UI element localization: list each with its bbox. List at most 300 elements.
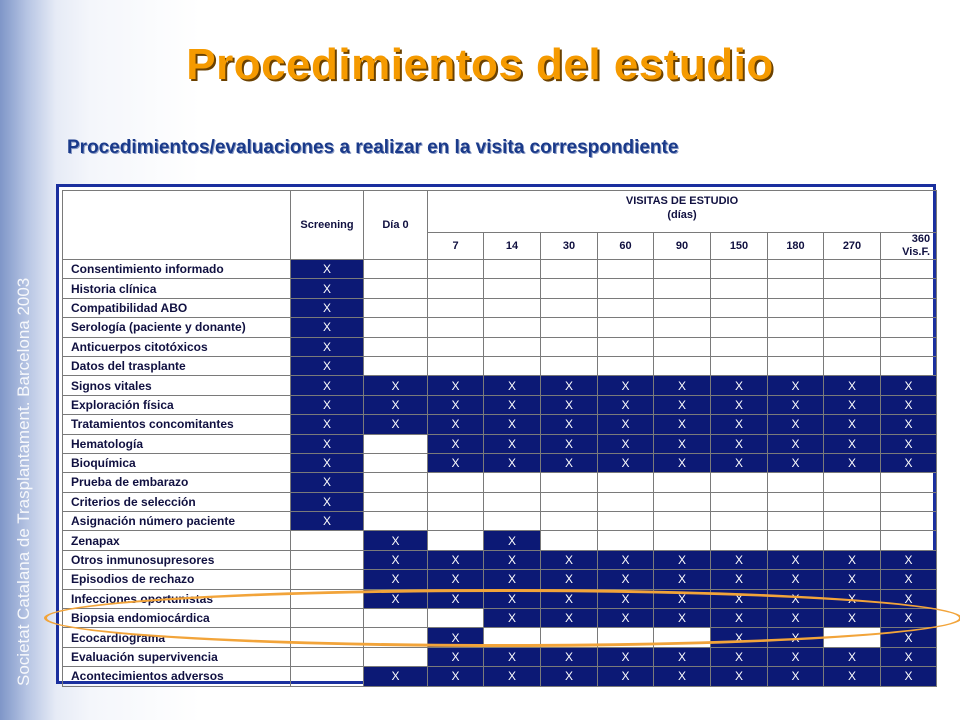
mark-cell: X xyxy=(428,395,484,414)
mark-cell: X xyxy=(711,453,768,472)
mark-cell: X xyxy=(291,356,364,375)
empty-cell xyxy=(654,356,711,375)
mark-cell: X xyxy=(291,260,364,279)
empty-cell xyxy=(711,512,768,531)
empty-cell xyxy=(291,589,364,608)
procedure-label: Anticuerpos citotóxicos xyxy=(63,337,291,356)
procedure-label: Ecocardiograma xyxy=(63,628,291,647)
empty-cell xyxy=(428,356,484,375)
empty-cell xyxy=(824,473,881,492)
empty-cell xyxy=(598,512,654,531)
procedure-label: Asignación número paciente xyxy=(63,512,291,531)
mark-cell: X xyxy=(768,647,824,666)
table-row xyxy=(63,453,937,472)
procedure-label: Datos del trasplante xyxy=(63,356,291,375)
empty-cell xyxy=(598,337,654,356)
mark-cell: X xyxy=(484,570,541,589)
mark-cell: X xyxy=(428,628,484,647)
mark-cell: X xyxy=(428,415,484,434)
empty-cell xyxy=(484,473,541,492)
empty-cell xyxy=(768,298,824,317)
empty-cell xyxy=(598,356,654,375)
mark-cell: X xyxy=(768,589,824,608)
mark-cell: X xyxy=(824,434,881,453)
table-row xyxy=(63,492,937,511)
table-row xyxy=(63,550,937,569)
mark-cell: X xyxy=(598,609,654,628)
table-row xyxy=(63,647,937,666)
mark-cell: X xyxy=(364,570,428,589)
empty-cell xyxy=(428,531,484,550)
empty-cell xyxy=(598,260,654,279)
mark-cell: X xyxy=(881,628,937,647)
mark-cell: X xyxy=(824,570,881,589)
empty-cell xyxy=(541,356,598,375)
mark-cell: X xyxy=(598,667,654,686)
empty-cell xyxy=(541,318,598,337)
empty-cell xyxy=(598,628,654,647)
mark-cell: X xyxy=(768,609,824,628)
empty-cell xyxy=(541,628,598,647)
mark-cell: X xyxy=(291,395,364,414)
header-empty-cell xyxy=(63,191,291,260)
mark-cell: X xyxy=(711,647,768,666)
empty-cell xyxy=(428,260,484,279)
procedure-label: Hematología xyxy=(63,434,291,453)
mark-cell: X xyxy=(541,453,598,472)
mark-cell: X xyxy=(364,376,428,395)
header-day-360 xyxy=(881,233,937,260)
empty-cell xyxy=(428,298,484,317)
mark-cell: X xyxy=(654,550,711,569)
mark-cell: X xyxy=(881,589,937,608)
empty-cell xyxy=(768,260,824,279)
mark-cell: X xyxy=(711,376,768,395)
empty-cell xyxy=(768,492,824,511)
empty-cell xyxy=(291,531,364,550)
empty-cell xyxy=(291,647,364,666)
mark-cell: X xyxy=(541,550,598,569)
mark-cell: X xyxy=(654,415,711,434)
empty-cell xyxy=(881,492,937,511)
mark-cell: X xyxy=(881,395,937,414)
empty-cell xyxy=(484,356,541,375)
empty-cell xyxy=(598,318,654,337)
empty-cell xyxy=(654,260,711,279)
mark-cell: X xyxy=(484,550,541,569)
mark-cell: X xyxy=(598,453,654,472)
procedure-label: Exploración física xyxy=(63,395,291,414)
procedure-label: Biopsia endomiocárdica xyxy=(63,609,291,628)
empty-cell xyxy=(291,667,364,686)
empty-cell xyxy=(428,337,484,356)
procedures-table xyxy=(62,190,937,687)
mark-cell: X xyxy=(364,589,428,608)
mark-cell: X xyxy=(291,492,364,511)
mark-cell: X xyxy=(881,453,937,472)
empty-cell xyxy=(824,337,881,356)
procedure-label: Compatibilidad ABO xyxy=(63,298,291,317)
mark-cell: X xyxy=(484,434,541,453)
table-row xyxy=(63,279,937,298)
empty-cell xyxy=(541,260,598,279)
mark-cell: X xyxy=(654,667,711,686)
mark-cell: X xyxy=(654,453,711,472)
mark-cell: X xyxy=(484,647,541,666)
mark-cell: X xyxy=(484,453,541,472)
mark-cell: X xyxy=(881,415,937,434)
mark-cell: X xyxy=(291,415,364,434)
empty-cell xyxy=(428,609,484,628)
empty-cell xyxy=(484,492,541,511)
empty-cell xyxy=(768,473,824,492)
empty-cell xyxy=(541,337,598,356)
empty-cell xyxy=(364,473,428,492)
mark-cell: X xyxy=(598,589,654,608)
empty-cell xyxy=(824,492,881,511)
empty-cell xyxy=(598,279,654,298)
empty-cell xyxy=(881,279,937,298)
mark-cell: X xyxy=(824,415,881,434)
mark-cell: X xyxy=(541,609,598,628)
table-row xyxy=(63,512,937,531)
empty-cell xyxy=(768,531,824,550)
mark-cell: X xyxy=(881,570,937,589)
empty-cell xyxy=(711,356,768,375)
procedure-label: Evaluación supervivencia xyxy=(63,647,291,666)
empty-cell xyxy=(364,318,428,337)
mark-cell: X xyxy=(881,667,937,686)
empty-cell xyxy=(541,492,598,511)
mark-cell: X xyxy=(484,667,541,686)
empty-cell xyxy=(654,279,711,298)
table-row xyxy=(63,298,937,317)
empty-cell xyxy=(654,492,711,511)
empty-cell xyxy=(364,628,428,647)
empty-cell xyxy=(654,628,711,647)
mark-cell: X xyxy=(768,570,824,589)
mark-cell: X xyxy=(484,589,541,608)
empty-cell xyxy=(364,647,428,666)
empty-cell xyxy=(881,318,937,337)
empty-cell xyxy=(881,298,937,317)
empty-cell xyxy=(768,356,824,375)
mark-cell: X xyxy=(654,395,711,414)
empty-cell xyxy=(484,298,541,317)
header-day-sub: Vis.F. xyxy=(902,246,931,258)
empty-cell xyxy=(428,473,484,492)
mark-cell: X xyxy=(881,647,937,666)
procedure-label: Infecciones oportunistas xyxy=(63,589,291,608)
mark-cell: X xyxy=(428,589,484,608)
mark-cell: X xyxy=(768,667,824,686)
mark-cell: X xyxy=(484,415,541,434)
empty-cell xyxy=(824,531,881,550)
empty-cell xyxy=(484,279,541,298)
empty-cell xyxy=(654,337,711,356)
mark-cell: X xyxy=(711,550,768,569)
mark-cell: X xyxy=(541,434,598,453)
empty-cell xyxy=(364,298,428,317)
mark-cell: X xyxy=(484,609,541,628)
mark-cell: X xyxy=(484,376,541,395)
procedure-label: Otros inmunosupresores xyxy=(63,550,291,569)
mark-cell: X xyxy=(881,550,937,569)
mark-cell: X xyxy=(428,570,484,589)
procedure-label: Criterios de selección xyxy=(63,492,291,511)
mark-cell: X xyxy=(428,647,484,666)
mark-cell: X xyxy=(711,589,768,608)
empty-cell xyxy=(364,356,428,375)
empty-cell xyxy=(654,298,711,317)
mark-cell: X xyxy=(364,550,428,569)
empty-cell xyxy=(768,318,824,337)
mark-cell: X xyxy=(654,647,711,666)
mark-cell: X xyxy=(291,453,364,472)
mark-cell: X xyxy=(598,550,654,569)
mark-cell: X xyxy=(541,667,598,686)
mark-cell: X xyxy=(654,434,711,453)
empty-cell xyxy=(824,356,881,375)
mark-cell: X xyxy=(768,434,824,453)
procedure-label: Signos vitales xyxy=(63,376,291,395)
mark-cell: X xyxy=(428,376,484,395)
mark-cell: X xyxy=(768,395,824,414)
mark-cell: X xyxy=(291,298,364,317)
mark-cell: X xyxy=(654,376,711,395)
mark-cell: X xyxy=(428,434,484,453)
empty-cell xyxy=(364,260,428,279)
empty-cell xyxy=(598,473,654,492)
mark-cell: X xyxy=(598,434,654,453)
header-day-150: 150 xyxy=(711,233,768,260)
mark-cell: X xyxy=(541,647,598,666)
empty-cell xyxy=(484,512,541,531)
header-day-value: 360 xyxy=(911,233,931,245)
mark-cell: X xyxy=(428,453,484,472)
empty-cell xyxy=(824,512,881,531)
mark-cell: X xyxy=(654,570,711,589)
header-day-90: 90 xyxy=(654,233,711,260)
mark-cell: X xyxy=(291,279,364,298)
empty-cell xyxy=(541,298,598,317)
empty-cell xyxy=(598,531,654,550)
empty-cell xyxy=(881,473,937,492)
mark-cell: X xyxy=(598,415,654,434)
empty-cell xyxy=(881,356,937,375)
mark-cell: X xyxy=(541,589,598,608)
empty-cell xyxy=(711,492,768,511)
header-visitas-unit: (días) xyxy=(667,209,697,221)
empty-cell xyxy=(291,570,364,589)
empty-cell xyxy=(711,531,768,550)
empty-cell xyxy=(824,279,881,298)
empty-cell xyxy=(484,337,541,356)
page-title: Procedimientos del estudio xyxy=(186,40,774,89)
mark-cell: X xyxy=(428,550,484,569)
empty-cell xyxy=(824,318,881,337)
empty-cell xyxy=(768,279,824,298)
mark-cell: X xyxy=(824,376,881,395)
header-day-14: 14 xyxy=(484,233,541,260)
mark-cell: X xyxy=(291,337,364,356)
empty-cell xyxy=(711,298,768,317)
table-row xyxy=(63,260,937,279)
empty-cell xyxy=(428,318,484,337)
empty-cell xyxy=(364,279,428,298)
mark-cell: X xyxy=(768,453,824,472)
empty-cell xyxy=(881,337,937,356)
empty-cell xyxy=(881,531,937,550)
mark-cell: X xyxy=(364,395,428,414)
mark-cell: X xyxy=(768,550,824,569)
mark-cell: X xyxy=(824,395,881,414)
procedure-label: Prueba de embarazo xyxy=(63,473,291,492)
table-row xyxy=(63,415,937,434)
table-row xyxy=(63,531,937,550)
mark-cell: X xyxy=(711,570,768,589)
mark-cell: X xyxy=(711,609,768,628)
empty-cell xyxy=(364,453,428,472)
empty-cell xyxy=(364,609,428,628)
header-day-60: 60 xyxy=(598,233,654,260)
empty-cell xyxy=(768,512,824,531)
table-row xyxy=(63,376,937,395)
mark-cell: X xyxy=(824,589,881,608)
procedure-label: Bioquímica xyxy=(63,453,291,472)
empty-cell xyxy=(364,337,428,356)
mark-cell: X xyxy=(364,667,428,686)
table-row xyxy=(63,609,937,628)
table-row xyxy=(63,589,937,608)
empty-cell xyxy=(711,279,768,298)
empty-cell xyxy=(291,628,364,647)
table-row xyxy=(63,395,937,414)
procedures-table-frame xyxy=(56,184,936,684)
header-screening: Screening xyxy=(291,191,364,260)
empty-cell xyxy=(428,512,484,531)
empty-cell xyxy=(711,318,768,337)
header-day-180: 180 xyxy=(768,233,824,260)
empty-cell xyxy=(541,512,598,531)
table-row xyxy=(63,628,937,647)
empty-cell xyxy=(291,550,364,569)
table-row xyxy=(63,473,937,492)
procedure-label: Zenapax xyxy=(63,531,291,550)
header-visitas xyxy=(428,191,937,233)
mark-cell: X xyxy=(364,531,428,550)
empty-cell xyxy=(654,512,711,531)
table-row xyxy=(63,570,937,589)
empty-cell xyxy=(541,473,598,492)
empty-cell xyxy=(484,628,541,647)
table-row xyxy=(63,318,937,337)
mark-cell: X xyxy=(598,395,654,414)
mark-cell: X xyxy=(598,647,654,666)
empty-cell xyxy=(711,337,768,356)
empty-cell xyxy=(654,473,711,492)
procedures-body xyxy=(63,260,937,687)
procedure-label: Tratamientos concomitantes xyxy=(63,415,291,434)
empty-cell xyxy=(711,473,768,492)
page-subtitle: Procedimientos/evaluaciones a realizar en la visita correspondiente xyxy=(67,137,679,158)
mark-cell: X xyxy=(291,434,364,453)
mark-cell: X xyxy=(881,434,937,453)
mark-cell: X xyxy=(654,589,711,608)
empty-cell xyxy=(824,298,881,317)
table-row xyxy=(63,356,937,375)
empty-cell xyxy=(598,492,654,511)
mark-cell: X xyxy=(768,415,824,434)
empty-cell xyxy=(824,260,881,279)
procedure-label: Episodios de rechazo xyxy=(63,570,291,589)
empty-cell xyxy=(541,531,598,550)
mark-cell: X xyxy=(711,434,768,453)
empty-cell xyxy=(654,318,711,337)
empty-cell xyxy=(541,279,598,298)
mark-cell: X xyxy=(598,376,654,395)
empty-cell xyxy=(711,260,768,279)
mark-cell: X xyxy=(768,628,824,647)
mark-cell: X xyxy=(291,318,364,337)
mark-cell: X xyxy=(711,395,768,414)
mark-cell: X xyxy=(428,667,484,686)
header-day-30: 30 xyxy=(541,233,598,260)
procedure-label: Historia clínica xyxy=(63,279,291,298)
empty-cell xyxy=(364,434,428,453)
mark-cell: X xyxy=(824,667,881,686)
mark-cell: X xyxy=(824,550,881,569)
mark-cell: X xyxy=(824,647,881,666)
header-day-270: 270 xyxy=(824,233,881,260)
mark-cell: X xyxy=(484,531,541,550)
mark-cell: X xyxy=(291,376,364,395)
mark-cell: X xyxy=(824,609,881,628)
empty-cell xyxy=(484,260,541,279)
empty-cell xyxy=(291,609,364,628)
mark-cell: X xyxy=(881,609,937,628)
table-row xyxy=(63,667,937,686)
mark-cell: X xyxy=(291,512,364,531)
empty-cell xyxy=(824,628,881,647)
mark-cell: X xyxy=(711,628,768,647)
header-visitas-title: VISITAS DE ESTUDIO xyxy=(625,195,739,207)
empty-cell xyxy=(598,298,654,317)
mark-cell: X xyxy=(768,376,824,395)
mark-cell: X xyxy=(541,415,598,434)
mark-cell: X xyxy=(824,453,881,472)
procedure-label: Acontecimientos adversos xyxy=(63,667,291,686)
mark-cell: X xyxy=(541,376,598,395)
empty-cell xyxy=(768,337,824,356)
procedure-label: Consentimiento informado xyxy=(63,260,291,279)
empty-cell xyxy=(881,512,937,531)
mark-cell: X xyxy=(291,473,364,492)
header-row-1 xyxy=(63,191,937,233)
mark-cell: X xyxy=(484,395,541,414)
empty-cell xyxy=(364,512,428,531)
table-row xyxy=(63,337,937,356)
mark-cell: X xyxy=(598,570,654,589)
header-dia0: Día 0 xyxy=(364,191,428,260)
mark-cell: X xyxy=(654,609,711,628)
procedure-label: Serología (paciente y donante) xyxy=(63,318,291,337)
empty-cell xyxy=(881,260,937,279)
mark-cell: X xyxy=(541,395,598,414)
empty-cell xyxy=(654,531,711,550)
mark-cell: X xyxy=(364,415,428,434)
empty-cell xyxy=(428,492,484,511)
